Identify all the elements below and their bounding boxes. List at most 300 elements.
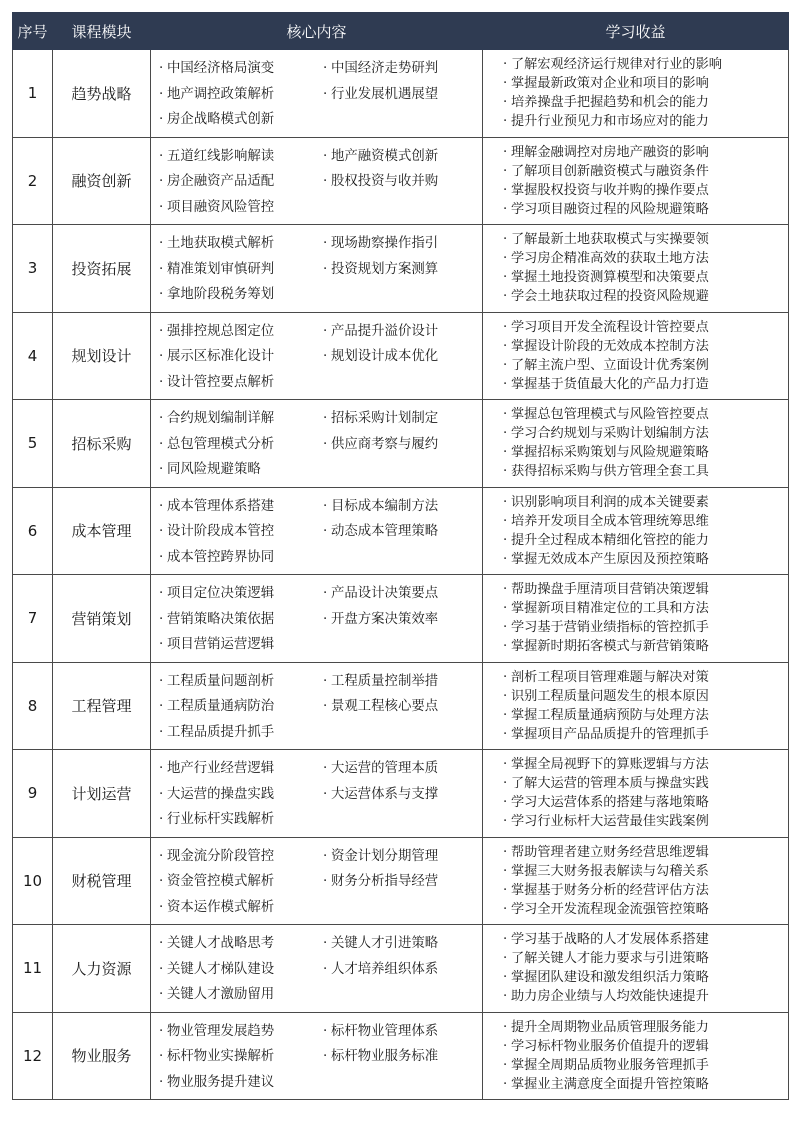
bullet-icon: · xyxy=(323,848,328,864)
core-content-list xyxy=(159,231,476,308)
bullet-icon: · xyxy=(159,899,164,915)
bullet-icon: · xyxy=(503,57,508,73)
bullet-icon: · xyxy=(503,494,508,510)
core-content-text: 成本管控跨界协同 xyxy=(167,549,275,565)
row-number: 4 xyxy=(13,312,53,400)
row-number: 7 xyxy=(13,575,53,663)
core-content-list xyxy=(159,844,476,921)
core-content-list xyxy=(159,144,476,221)
bullet-icon: · xyxy=(323,61,328,76)
learning-gain-text: 了解宏观经济运行规律对行业的影响 xyxy=(511,57,722,73)
core-content-text: 总包管理模式分析 xyxy=(167,436,275,452)
core-content-text: 标杆物业管理体系 xyxy=(331,1023,439,1039)
learning-gain-text: 了解最新土地获取模式与实操要领 xyxy=(511,232,709,248)
core-content-item xyxy=(159,869,323,895)
learning-gain-cell xyxy=(483,487,789,575)
bullet-icon: · xyxy=(503,338,508,354)
core-content-list xyxy=(159,1019,476,1096)
learning-gain-item xyxy=(503,268,784,287)
core-content-item xyxy=(159,844,323,870)
table-row xyxy=(13,1012,789,1100)
bullet-icon: · xyxy=(323,874,328,889)
core-content-text: 财务分析指导经营 xyxy=(331,874,439,889)
learning-gain-item xyxy=(503,774,784,793)
bullet-icon: · xyxy=(323,936,328,951)
core-content-item xyxy=(159,1044,323,1070)
core-content-cell xyxy=(151,925,483,1013)
learning-gain-item xyxy=(503,1037,784,1056)
core-content-text: 房企融资产品适配 xyxy=(167,174,275,189)
core-content-item xyxy=(323,607,487,633)
bullet-icon: · xyxy=(323,323,328,339)
learning-gain-text: 帮助管理者建立财务经营思维逻辑 xyxy=(511,844,709,860)
core-content-cell xyxy=(151,837,483,925)
learning-gain-item xyxy=(503,112,784,131)
bullet-icon: · xyxy=(503,376,508,392)
header-gain: 学习收益 xyxy=(483,13,789,50)
core-content-item xyxy=(159,457,323,483)
learning-gain-text: 剖析工程项目管理难题与解决对策 xyxy=(511,669,709,685)
learning-gain-item xyxy=(503,668,784,687)
table-row xyxy=(13,487,789,575)
core-content-text: 股权投资与收并购 xyxy=(331,174,439,189)
core-content-text: 资本运作模式解析 xyxy=(167,899,275,915)
learning-gain-text: 掌握股权投资与收并购的操作要点 xyxy=(511,182,709,198)
core-content-item xyxy=(159,607,323,633)
core-content-item xyxy=(323,406,487,432)
core-content-text: 物业服务提升建议 xyxy=(167,1074,275,1090)
learning-gain-item xyxy=(503,812,784,831)
learning-gain-item xyxy=(503,162,784,181)
core-content-text: 项目融资风险管控 xyxy=(167,199,275,215)
core-content-item xyxy=(323,782,487,808)
bullet-icon: · xyxy=(159,112,164,127)
bullet-icon: · xyxy=(323,411,328,426)
table-row xyxy=(13,137,789,225)
core-content-item xyxy=(323,869,487,895)
bullet-icon: · xyxy=(503,669,508,685)
table-row xyxy=(13,225,789,313)
learning-gain-text: 掌握招标采购策划与风险规避策略 xyxy=(511,445,709,461)
table-row xyxy=(13,750,789,838)
core-content-text: 大运营的管理本质 xyxy=(331,761,439,776)
core-content-text: 工程质量控制举措 xyxy=(331,673,439,689)
bullet-icon: · xyxy=(159,586,164,601)
core-content-text: 大运营体系与支撑 xyxy=(331,786,439,802)
bullet-icon: · xyxy=(159,1074,164,1090)
learning-gain-cell xyxy=(483,312,789,400)
core-content-item xyxy=(323,494,487,520)
core-content-text: 项目营销运营逻辑 xyxy=(167,637,275,652)
bullet-icon: · xyxy=(503,707,508,723)
bullet-icon: · xyxy=(159,86,164,102)
bullet-icon: · xyxy=(503,582,508,598)
bullet-icon: · xyxy=(503,464,508,480)
bullet-icon: · xyxy=(159,961,164,977)
bullet-icon: · xyxy=(159,174,164,189)
core-content-cell xyxy=(151,662,483,750)
core-content-item xyxy=(159,406,323,432)
module-name: 招标采购 xyxy=(53,400,151,488)
bullet-icon: · xyxy=(159,462,164,477)
learning-gain-cell xyxy=(483,575,789,663)
bullet-icon: · xyxy=(503,182,508,198)
learning-gain-text: 识别工程质量问题发生的根本原因 xyxy=(511,688,709,704)
bullet-icon: · xyxy=(503,114,508,130)
learning-gain-text: 学习行业标杆大运营最佳实践案例 xyxy=(511,814,709,830)
core-content-item xyxy=(323,169,487,195)
core-content-text: 行业发展机遇展望 xyxy=(331,86,439,102)
learning-gain-item xyxy=(503,725,784,744)
learning-gain-item xyxy=(503,337,784,356)
row-number: 11 xyxy=(13,925,53,1013)
table-row xyxy=(13,400,789,488)
learning-gain-item xyxy=(503,755,784,774)
learning-gain-text: 掌握业主满意度全面提升管控策略 xyxy=(511,1076,709,1092)
core-content-item xyxy=(159,494,323,520)
bullet-icon: · xyxy=(323,86,328,102)
learning-gain-text: 学习全开发流程现金流强管控策略 xyxy=(511,901,709,917)
learning-gain-item xyxy=(503,405,784,424)
core-content-item xyxy=(159,107,323,133)
core-content-item xyxy=(159,957,323,983)
bullet-icon: · xyxy=(323,436,328,452)
bullet-icon: · xyxy=(159,812,164,827)
bullet-icon: · xyxy=(503,1076,508,1092)
module-name: 成本管理 xyxy=(53,487,151,575)
core-content-item xyxy=(323,1019,487,1045)
learning-gain-item xyxy=(503,143,784,162)
core-content-text: 拿地阶段税务筹划 xyxy=(167,287,275,302)
core-content-text: 地产行业经营逻辑 xyxy=(167,761,275,776)
core-content-item xyxy=(159,720,323,746)
row-number: 10 xyxy=(13,837,53,925)
core-content-text: 目标成本编制方法 xyxy=(331,498,439,514)
core-content-text: 中国经济走势研判 xyxy=(331,61,439,76)
row-number: 8 xyxy=(13,662,53,750)
bullet-icon: · xyxy=(503,1038,508,1054)
learning-gain-text: 了解项目创新融资模式与融资条件 xyxy=(511,163,709,179)
core-content-item xyxy=(323,694,487,720)
core-content-item xyxy=(159,319,323,345)
core-content-text: 投资规划方案测算 xyxy=(331,261,439,277)
core-content-text: 地产调控政策解析 xyxy=(167,86,275,102)
learning-gain-text: 帮助操盘手厘清项目营销决策逻辑 xyxy=(511,582,709,598)
core-content-text: 营销策略决策依据 xyxy=(167,611,275,627)
core-content-item xyxy=(159,282,323,308)
bullet-icon: · xyxy=(503,795,508,811)
bullet-icon: · xyxy=(159,349,164,364)
bullet-icon: · xyxy=(503,76,508,92)
core-content-item xyxy=(159,231,323,257)
core-content-list xyxy=(159,319,476,396)
core-content-text: 资金管控模式解析 xyxy=(167,874,275,889)
core-content-text: 关键人才梯队建设 xyxy=(167,961,275,977)
learning-gain-item xyxy=(503,512,784,531)
row-number: 3 xyxy=(13,225,53,313)
table-row xyxy=(13,312,789,400)
learning-gain-item xyxy=(503,93,784,112)
core-content-item xyxy=(159,756,323,782)
learning-gain-item xyxy=(503,531,784,550)
core-content-text: 人才培养组织体系 xyxy=(331,961,439,977)
bullet-icon: · xyxy=(503,726,508,742)
bullet-icon: · xyxy=(159,611,164,627)
core-content-item xyxy=(159,169,323,195)
learning-gain-item xyxy=(503,318,784,337)
core-content-text: 产品提升溢价设计 xyxy=(331,323,439,339)
bullet-icon: · xyxy=(503,601,508,617)
learning-gain-cell xyxy=(483,925,789,1013)
learning-gain-cell xyxy=(483,750,789,838)
core-content-text: 景观工程核心要点 xyxy=(331,699,439,714)
bullet-icon: · xyxy=(323,349,328,364)
learning-gain-item xyxy=(503,930,784,949)
learning-gain-item xyxy=(503,287,784,306)
core-content-text: 设计管控要点解析 xyxy=(167,374,275,390)
core-content-item xyxy=(323,581,487,607)
core-content-cell xyxy=(151,400,483,488)
bullet-icon: · xyxy=(323,586,328,601)
core-content-item xyxy=(159,982,323,1008)
bullet-icon: · xyxy=(159,287,164,302)
bullet-icon: · xyxy=(503,757,508,773)
bullet-icon: · xyxy=(323,761,328,776)
core-content-text: 设计阶段成本管控 xyxy=(167,524,275,539)
bullet-icon: · xyxy=(503,357,508,373)
module-name: 规划设计 xyxy=(53,312,151,400)
learning-gain-text: 了解主流户型、立面设计优秀案例 xyxy=(511,357,709,373)
learning-gain-text: 学会土地获取过程的投资风险规避 xyxy=(511,289,709,305)
row-number: 12 xyxy=(13,1012,53,1100)
learning-gain-item xyxy=(503,968,784,987)
core-content-text: 标杆物业实操解析 xyxy=(167,1049,275,1064)
core-content-item xyxy=(323,844,487,870)
core-content-text: 招标采购计划制定 xyxy=(331,411,439,426)
bullet-icon: · xyxy=(503,970,508,986)
bullet-icon: · xyxy=(159,761,164,776)
core-content-item xyxy=(159,895,323,921)
bullet-icon: · xyxy=(159,699,164,714)
learning-gain-text: 了解关键人才能力要求与引进策略 xyxy=(511,951,709,967)
learning-gain-item xyxy=(503,424,784,443)
learning-gain-cell xyxy=(483,225,789,313)
core-content-text: 房企战略模式创新 xyxy=(167,112,275,127)
core-content-text: 工程品质提升抓手 xyxy=(167,724,275,740)
core-content-item xyxy=(323,231,487,257)
learning-gain-item xyxy=(503,1056,784,1075)
core-content-item xyxy=(159,782,323,808)
module-name: 计划运营 xyxy=(53,750,151,838)
core-content-text: 动态成本管理策略 xyxy=(331,524,439,539)
core-content-cell xyxy=(151,312,483,400)
learning-gain-text: 学习项目开发全流程设计管控要点 xyxy=(511,319,709,335)
core-content-text: 地产融资模式创新 xyxy=(331,148,439,164)
course-table xyxy=(12,12,789,1100)
table-row xyxy=(13,925,789,1013)
learning-gain-text: 助力房企业绩与人均效能快速提升 xyxy=(511,989,709,1005)
core-content-item xyxy=(159,632,323,658)
bullet-icon: · xyxy=(159,549,164,565)
learning-gain-item xyxy=(503,637,784,656)
bullet-icon: · xyxy=(503,270,508,286)
bullet-icon: · xyxy=(503,232,508,248)
learning-gain-item xyxy=(503,230,784,249)
learning-gain-text: 掌握最新政策对企业和项目的影响 xyxy=(511,76,709,92)
row-number: 1 xyxy=(13,50,53,138)
bullet-icon: · xyxy=(159,724,164,740)
core-content-text: 展示区标准化设计 xyxy=(167,349,275,364)
bullet-icon: · xyxy=(323,786,328,802)
learning-gain-text: 学习合约规划与采购计划编制方法 xyxy=(511,426,709,442)
core-content-text: 项目定位决策逻辑 xyxy=(167,586,275,601)
learning-gain-cell xyxy=(483,50,789,138)
bullet-icon: · xyxy=(323,699,328,714)
bullet-icon: · xyxy=(159,848,164,864)
learning-gain-text: 培养开发项目全成本管理统筹思维 xyxy=(511,513,709,529)
bullet-icon: · xyxy=(503,639,508,655)
learning-gain-text: 了解大运营的管理本质与操盘实践 xyxy=(511,776,709,792)
core-content-item xyxy=(323,56,487,82)
bullet-icon: · xyxy=(503,863,508,879)
core-content-item xyxy=(323,319,487,345)
table-row xyxy=(13,575,789,663)
core-content-list xyxy=(159,756,476,833)
core-content-item xyxy=(159,370,323,396)
learning-gain-item xyxy=(503,580,784,599)
core-content-cell xyxy=(151,50,483,138)
core-content-text: 物业管理发展趋势 xyxy=(167,1023,275,1039)
table-body xyxy=(13,50,789,1100)
bullet-icon: · xyxy=(323,498,328,514)
learning-gain-text: 掌握三大财务报表解读与勾稽关系 xyxy=(511,863,709,879)
learning-gain-text: 掌握全局视野下的算账逻辑与方法 xyxy=(511,757,709,773)
bullet-icon: · xyxy=(503,951,508,967)
bullet-icon: · xyxy=(159,1023,164,1039)
learning-gain-item xyxy=(503,900,784,919)
learning-gain-text: 学习项目融资过程的风险规避策略 xyxy=(511,201,709,217)
learning-gain-text: 掌握基于财务分析的经营评估方法 xyxy=(511,882,709,898)
header-module: 课程模块 xyxy=(53,13,151,50)
learning-gain-item xyxy=(503,881,784,900)
learning-gain-text: 提升全周期物业品质管理服务能力 xyxy=(511,1019,709,1035)
bullet-icon: · xyxy=(159,199,164,215)
bullet-icon: · xyxy=(503,844,508,860)
bullet-icon: · xyxy=(159,524,164,539)
learning-gain-text: 提升行业预见力和市场应对的能力 xyxy=(511,114,709,130)
bullet-icon: · xyxy=(323,148,328,164)
core-content-item xyxy=(159,519,323,545)
core-content-text: 规划设计成本优化 xyxy=(331,349,439,364)
row-number: 5 xyxy=(13,400,53,488)
core-content-item xyxy=(159,581,323,607)
bullet-icon: · xyxy=(323,174,328,189)
core-content-item xyxy=(323,344,487,370)
bullet-icon: · xyxy=(323,611,328,627)
core-content-item xyxy=(159,432,323,458)
core-content-list xyxy=(159,406,476,483)
learning-gain-text: 掌握新项目精准定位的工具和方法 xyxy=(511,601,709,617)
core-content-item xyxy=(323,432,487,458)
core-content-text: 同风险规避策略 xyxy=(167,462,261,477)
bullet-icon: · xyxy=(159,673,164,689)
module-name: 物业服务 xyxy=(53,1012,151,1100)
bullet-icon: · xyxy=(503,513,508,529)
core-content-item xyxy=(323,1044,487,1070)
bullet-icon: · xyxy=(159,374,164,390)
bullet-icon: · xyxy=(159,637,164,652)
bullet-icon: · xyxy=(503,688,508,704)
learning-gain-text: 学习基于营销业绩指标的管控抓手 xyxy=(511,620,709,636)
course-table-container xyxy=(12,12,788,1100)
module-name: 趋势战略 xyxy=(53,50,151,138)
core-content-text: 大运营的操盘实践 xyxy=(167,786,275,802)
core-content-text: 五道红线影响解读 xyxy=(167,148,275,164)
bullet-icon: · xyxy=(503,989,508,1005)
bullet-icon: · xyxy=(503,551,508,567)
learning-gain-item xyxy=(503,443,784,462)
learning-gain-item xyxy=(503,181,784,200)
learning-gain-text: 识别影响项目利润的成本关键要素 xyxy=(511,494,709,510)
row-number: 6 xyxy=(13,487,53,575)
table-header-row xyxy=(13,13,789,50)
bullet-icon: · xyxy=(503,814,508,830)
core-content-item xyxy=(323,957,487,983)
core-content-list xyxy=(159,669,476,746)
bullet-icon: · xyxy=(323,236,328,251)
bullet-icon: · xyxy=(159,987,164,1002)
module-name: 工程管理 xyxy=(53,662,151,750)
bullet-icon: · xyxy=(323,961,328,977)
core-content-item xyxy=(323,144,487,170)
core-content-text: 土地获取模式解析 xyxy=(167,236,275,251)
core-content-text: 供应商考察与履约 xyxy=(331,436,439,452)
core-content-text: 工程质量通病防治 xyxy=(167,699,275,714)
bullet-icon: · xyxy=(159,61,164,76)
learning-gain-item xyxy=(503,949,784,968)
core-content-text: 行业标杆实践解析 xyxy=(167,812,275,827)
core-content-cell xyxy=(151,1012,483,1100)
bullet-icon: · xyxy=(503,1019,508,1035)
learning-gain-text: 掌握全周期品质物业服务管理抓手 xyxy=(511,1057,709,1073)
module-name: 人力资源 xyxy=(53,925,151,1013)
core-content-cell xyxy=(151,225,483,313)
learning-gain-item xyxy=(503,987,784,1006)
core-content-item xyxy=(159,82,323,108)
bullet-icon: · xyxy=(503,289,508,305)
bullet-icon: · xyxy=(503,532,508,548)
core-content-item xyxy=(159,144,323,170)
table-row xyxy=(13,837,789,925)
learning-gain-text: 提升全过程成本精细化管控的能力 xyxy=(511,532,709,548)
core-content-item xyxy=(323,519,487,545)
core-content-item xyxy=(159,694,323,720)
bullet-icon: · xyxy=(159,498,164,514)
core-content-text: 开盘方案决策效率 xyxy=(331,611,439,627)
bullet-icon: · xyxy=(159,936,164,951)
learning-gain-text: 理解金融调控对房地产融资的影响 xyxy=(511,144,709,160)
learning-gain-text: 掌握工程质量通病预防与处理方法 xyxy=(511,707,709,723)
core-content-item xyxy=(323,82,487,108)
bullet-icon: · xyxy=(503,901,508,917)
learning-gain-item xyxy=(503,550,784,569)
core-content-item xyxy=(159,257,323,283)
learning-gain-cell xyxy=(483,1012,789,1100)
core-content-text: 合约规划编制详解 xyxy=(167,411,275,426)
learning-gain-text: 学习大运营体系的搭建与落地策略 xyxy=(511,795,709,811)
core-content-cell xyxy=(151,575,483,663)
core-content-item xyxy=(159,1070,323,1096)
